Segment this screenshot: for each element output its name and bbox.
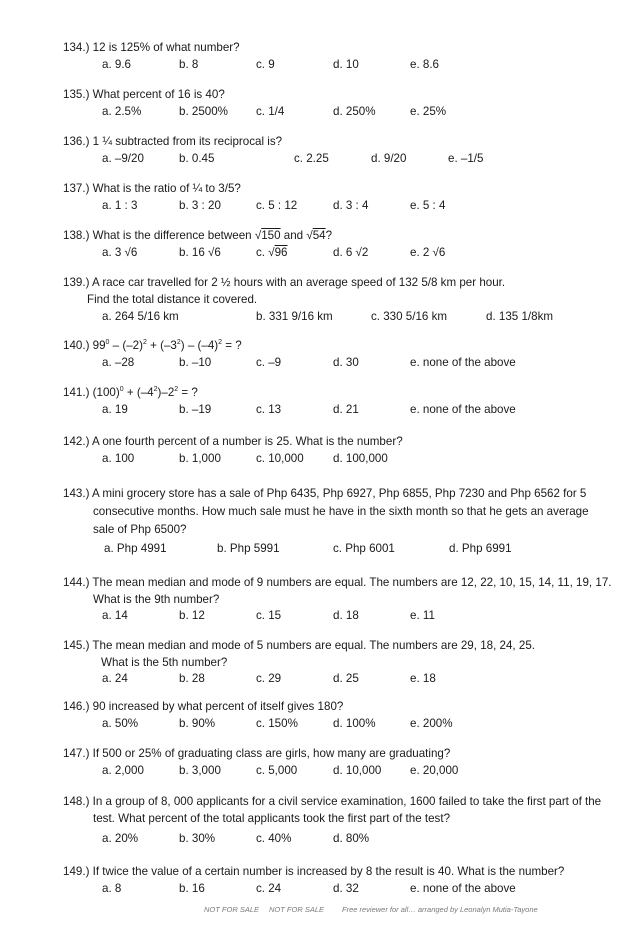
stem-text: = ? — [178, 386, 198, 399]
option-b: b. 2500% — [179, 105, 228, 118]
option-b: b. 331 9/16 km — [256, 310, 333, 323]
option-b: b. 30% — [179, 832, 216, 845]
option-c: c. 2.25 — [294, 152, 329, 165]
answer-options — [0, 103, 638, 120]
option-b: b. 8 — [179, 58, 199, 71]
radicand: 150 — [261, 229, 281, 242]
option-b: b. 3,000 — [179, 764, 221, 777]
exponent: 2 — [174, 386, 179, 394]
answer-options — [0, 56, 638, 73]
option-a: a. 24 — [102, 672, 128, 685]
question-stem — [63, 574, 611, 608]
stem-text: )–2 — [157, 386, 175, 399]
option-c: c. Php 6001 — [333, 542, 395, 555]
option-a: a. 20% — [102, 832, 139, 845]
question-stem — [63, 637, 535, 671]
stem-line: sale of Php 6500? — [93, 523, 187, 536]
stem-line: 144.) The mean median and mode of 9 numbers are equal. The numbers are 12, 22, 10, 15, 14, 11, 19, 17. — [63, 576, 612, 589]
question-stem — [63, 384, 198, 401]
option-a: a. 50% — [102, 717, 139, 730]
option-c: c. 13 — [256, 403, 282, 416]
answer-options — [0, 762, 638, 779]
stem-line: 145.) The mean median and mode of 5 numbers are equal. The numbers are 29, 18, 24, 25. — [63, 639, 535, 652]
stem-text: and √ — [280, 229, 313, 242]
option-e: e. 200% — [410, 717, 453, 730]
option-e: e. 8.6 — [410, 58, 440, 71]
question-stem — [63, 793, 601, 827]
stem-text: = ? — [222, 339, 242, 352]
option-c: c. 24 — [256, 882, 282, 895]
option-a: a. –9/20 — [102, 152, 144, 165]
option-a: a. Php 4991 — [104, 542, 167, 555]
option-d: d. 250% — [333, 105, 376, 118]
exponent: 2 — [218, 339, 223, 347]
option-b: b. 0.45 — [179, 152, 215, 165]
option-c: c. 5 : 12 — [256, 199, 298, 212]
option-d: d. 100,000 — [333, 452, 388, 465]
exponent: 0 — [119, 386, 124, 394]
question-stem: 147.) If 500 or 25% of graduating class are girls, how many are graduating? — [63, 747, 451, 760]
option-e: e. none of the above — [410, 882, 516, 895]
option-d: d. 30 — [333, 356, 359, 369]
question-stem: 134.) 12 is 125% of what number? — [63, 41, 240, 54]
option-e: e. none of the above — [410, 356, 516, 369]
option-a: a. 9.6 — [102, 58, 132, 71]
option-d: d. 21 — [333, 403, 359, 416]
option-b: b. –10 — [179, 356, 212, 369]
stem-text: 141.) (100) — [63, 386, 120, 399]
answer-options — [0, 244, 638, 261]
option-c: c. 9 — [256, 58, 275, 71]
answer-options — [0, 715, 638, 732]
option-b: b. 12 — [179, 609, 205, 622]
exponent: 0 — [105, 339, 110, 347]
option-d: d. 6 √2 — [333, 246, 369, 259]
root-sign: c. √ — [256, 246, 275, 259]
option-d: d. 3 : 4 — [333, 199, 369, 212]
stem-line: Find the total distance it covered. — [87, 293, 258, 306]
option-c: c. 1/4 — [256, 105, 285, 118]
option-c: c. 150% — [256, 717, 298, 730]
option-b: b. 16 √6 — [179, 246, 221, 259]
option-a: a. 1 : 3 — [102, 199, 138, 212]
answer-options — [0, 450, 638, 467]
option-e: e. 20,000 — [410, 764, 459, 777]
exponent: 2 — [153, 386, 158, 394]
option-a: a. 19 — [102, 403, 128, 416]
radicand: 54 — [312, 229, 326, 242]
stem-line: test. What percent of the total applicants took the first part of the test? — [93, 812, 451, 825]
stem-text: ) – (–4) — [180, 339, 219, 352]
stem-line: consecutive months. How much sale must he have in the sixth month so that he gets an average — [93, 505, 589, 518]
stem-line: What is the 5th number? — [101, 656, 228, 669]
option-a: a. 2,000 — [102, 764, 144, 777]
answer-options — [0, 354, 638, 371]
question-stem — [63, 274, 505, 308]
option-c: c. –9 — [256, 356, 282, 369]
option-b: b. 28 — [179, 672, 205, 685]
option-a: a. 2.5% — [102, 105, 142, 118]
option-c — [256, 244, 288, 261]
option-d: d. 10 — [333, 58, 359, 71]
stem-text: 138.) What is the difference between √ — [63, 229, 262, 242]
question-stem — [63, 227, 332, 244]
stem-line: 139.) A race car travelled for 2 ½ hours with an average speed of 132 5/8 km per hour. — [63, 276, 506, 289]
answer-options — [0, 670, 638, 687]
answer-options — [0, 540, 638, 557]
option-a: a. –28 — [102, 356, 135, 369]
option-a: a. 100 — [102, 452, 135, 465]
option-e: e. 18 — [410, 672, 436, 685]
question-stem: 142.) A one fourth percent of a number is 25. What is the number? — [63, 435, 403, 448]
option-d: d. 100% — [333, 717, 376, 730]
stem-text: 140.) 99 — [63, 339, 106, 352]
option-b: b. 16 — [179, 882, 205, 895]
stem-line: What is the 9th number? — [93, 593, 220, 606]
option-e: e. 25% — [410, 105, 447, 118]
radicand: 96 — [274, 246, 288, 259]
option-c: c. 15 — [256, 609, 282, 622]
answer-options — [0, 830, 638, 847]
option-d: d. Php 6991 — [449, 542, 512, 555]
answer-options — [0, 401, 638, 418]
page-footer — [0, 905, 638, 919]
footer-credit: Free reviewer for all… arranged by Leonalyn Mutia-Tayone — [342, 905, 538, 914]
question-stem: 136.) 1 ¼ subtracted from its reciprocal is? — [63, 135, 283, 148]
stem-text: + (–4 — [123, 386, 154, 399]
stem-line: 148.) In a group of 8, 000 applicants for a civil service examination, 1600 failed to take the first part of the — [63, 795, 602, 808]
stem-text: ? — [325, 229, 333, 242]
option-c: c. 5,000 — [256, 764, 298, 777]
option-d: d. 32 — [333, 882, 359, 895]
option-e: e. 5 : 4 — [410, 199, 446, 212]
option-c: c. 29 — [256, 672, 282, 685]
option-d: d. 25 — [333, 672, 359, 685]
option-b: b. 90% — [179, 717, 216, 730]
option-c: c. 40% — [256, 832, 292, 845]
option-a: a. 264 5/16 km — [102, 310, 179, 323]
option-a: a. 8 — [102, 882, 122, 895]
option-b: b. Php 5991 — [217, 542, 280, 555]
question-stem — [63, 485, 589, 539]
question-stem — [63, 337, 242, 354]
stem-line: 143.) A mini grocery store has a sale of Php 6435, Php 6927, Php 6855, Php 7230 and Php 6562 for 5 — [63, 487, 587, 500]
option-c: c. 10,000 — [256, 452, 304, 465]
answer-options — [0, 197, 638, 214]
question-stem: 135.) What percent of 16 is 40? — [63, 88, 225, 101]
answer-options — [0, 880, 638, 897]
option-d: d. 135 1/8km — [486, 310, 554, 323]
option-d: d. 9/20 — [371, 152, 407, 165]
footer-not-for-sale: NOT FOR SALE — [269, 905, 325, 914]
answer-options — [0, 150, 638, 167]
option-e: e. –1/5 — [448, 152, 484, 165]
option-e: e. none of the above — [410, 403, 516, 416]
answer-options — [0, 607, 638, 624]
option-a: a. 3 √6 — [102, 246, 138, 259]
stem-text: + (–3 — [146, 339, 177, 352]
option-b: b. –19 — [179, 403, 212, 416]
option-e: e. 11 — [410, 609, 435, 622]
question-stem: 137.) What is the ratio of ¼ to 3/5? — [63, 182, 241, 195]
question-stem: 149.) If twice the value of a certain number is increased by 8 the result is 40. What is the number? — [63, 865, 565, 878]
option-b: b. 3 : 20 — [179, 199, 221, 212]
option-b: b. 1,000 — [179, 452, 221, 465]
option-d: d. 80% — [333, 832, 370, 845]
stem-text: – (–2) — [109, 339, 143, 352]
exponent: 2 — [176, 339, 181, 347]
option-d: d. 18 — [333, 609, 359, 622]
option-d: d. 10,000 — [333, 764, 382, 777]
option-c: c. 330 5/16 km — [371, 310, 448, 323]
option-a: a. 14 — [102, 609, 128, 622]
answer-options — [0, 308, 638, 325]
footer-not-for-sale: NOT FOR SALE — [204, 905, 260, 914]
option-e: e. 2 √6 — [410, 246, 446, 259]
exponent: 2 — [142, 339, 147, 347]
question-stem: 146.) 90 increased by what percent of itself gives 180? — [63, 700, 344, 713]
